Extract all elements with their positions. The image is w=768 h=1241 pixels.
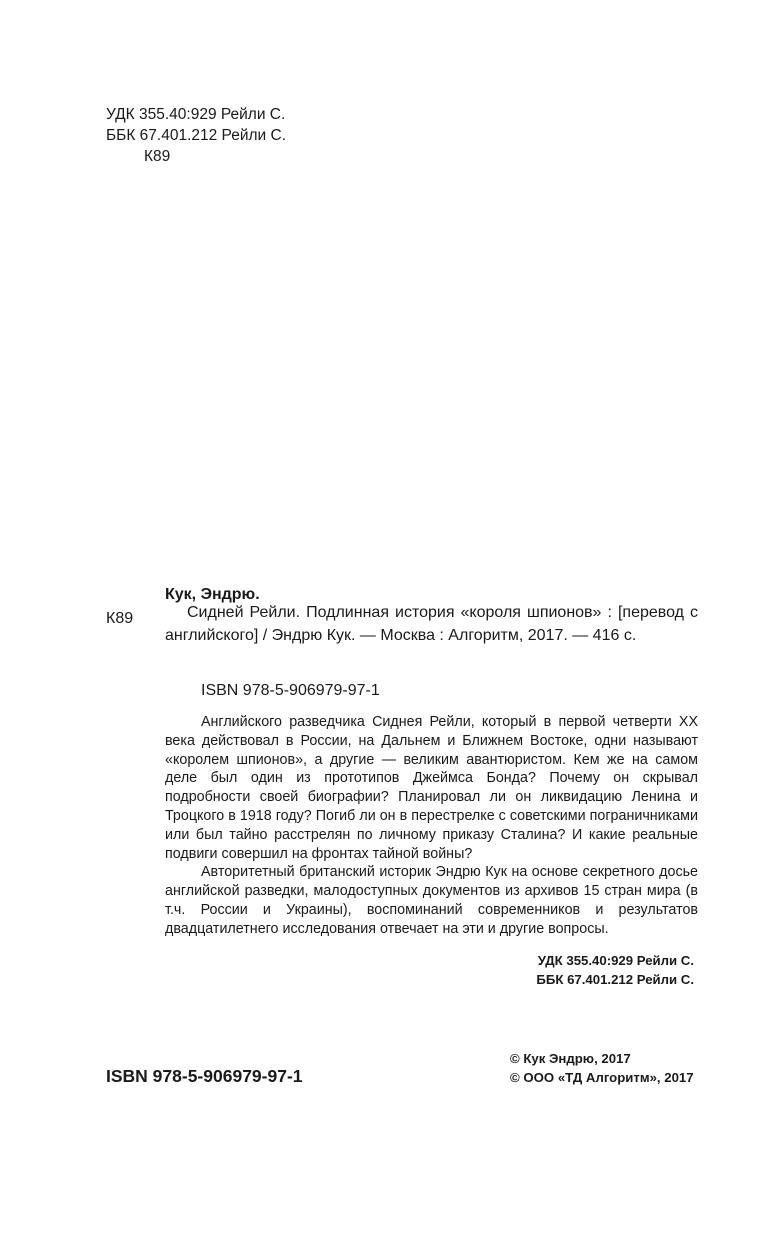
annotation-paragraph: Английского разведчика Сиднея Рейли, который в первой четверти XX века действовал в России, на Дальнем и Ближнем Востоке, одни называют «королем шпионов», а другие — великим авантюристом. Кем же на самом деле был один из прототипов Джеймса Бонда? Почему он скрывал подробности своей биографии? Планировал ли он ликвидацию Ленина и Троцкого в 1918 году? Погиб ли он в перестрелке с советскими пограничниками или был тайно расстрелян по личному приказу Сталина? И какие реальные подвиги совершил на фронтах тайной войны? [165, 714, 698, 862]
bottom-classification [536, 951, 694, 989]
author-mark: К89 [144, 148, 171, 165]
record-isbn: ISBN 978-5-906979-97-1 [201, 682, 380, 699]
record-title [165, 602, 698, 647]
copyright-block [510, 1049, 694, 1087]
record-author-mark: К89 [106, 610, 134, 627]
footer-isbn: ISBN 978-5-906979-97-1 [106, 1066, 303, 1086]
annotation [165, 713, 698, 939]
classification-header [106, 104, 286, 167]
udk-code: УДК 355.40:929 Рейли С. [106, 106, 286, 123]
bbk-code: ББК 67.401.212 Рейли С. [106, 127, 287, 144]
record-author: Кук, Эндрю. [165, 586, 260, 603]
bottom-bbk-code: ББК 67.401.212 Рейли С. [536, 972, 694, 987]
copyright-publisher: © ООО «ТД Алгоритм», 2017 [510, 1070, 694, 1085]
bottom-udk-code: УДК 355.40:929 Рейли С. [537, 953, 694, 968]
annotation-paragraph: Авторитетный британский историк Эндрю Кук на основе секретного досье английской разведки, малодоступных документов из архивов 15 стран мира (в т.ч. России и Украины), воспоминаний современников и результатов двадцатилетнего исследования отвечает на эти и другие вопросы. [165, 864, 698, 937]
record-title-text: Сидней Рейли. Подлинная история «короля шпионов» : [перевод с английского] / Эндрю Кук. — Москва : Алгоритм, 2017. — 416 с. [165, 604, 698, 644]
copyright-author: © Кук Эндрю, 2017 [510, 1051, 631, 1066]
